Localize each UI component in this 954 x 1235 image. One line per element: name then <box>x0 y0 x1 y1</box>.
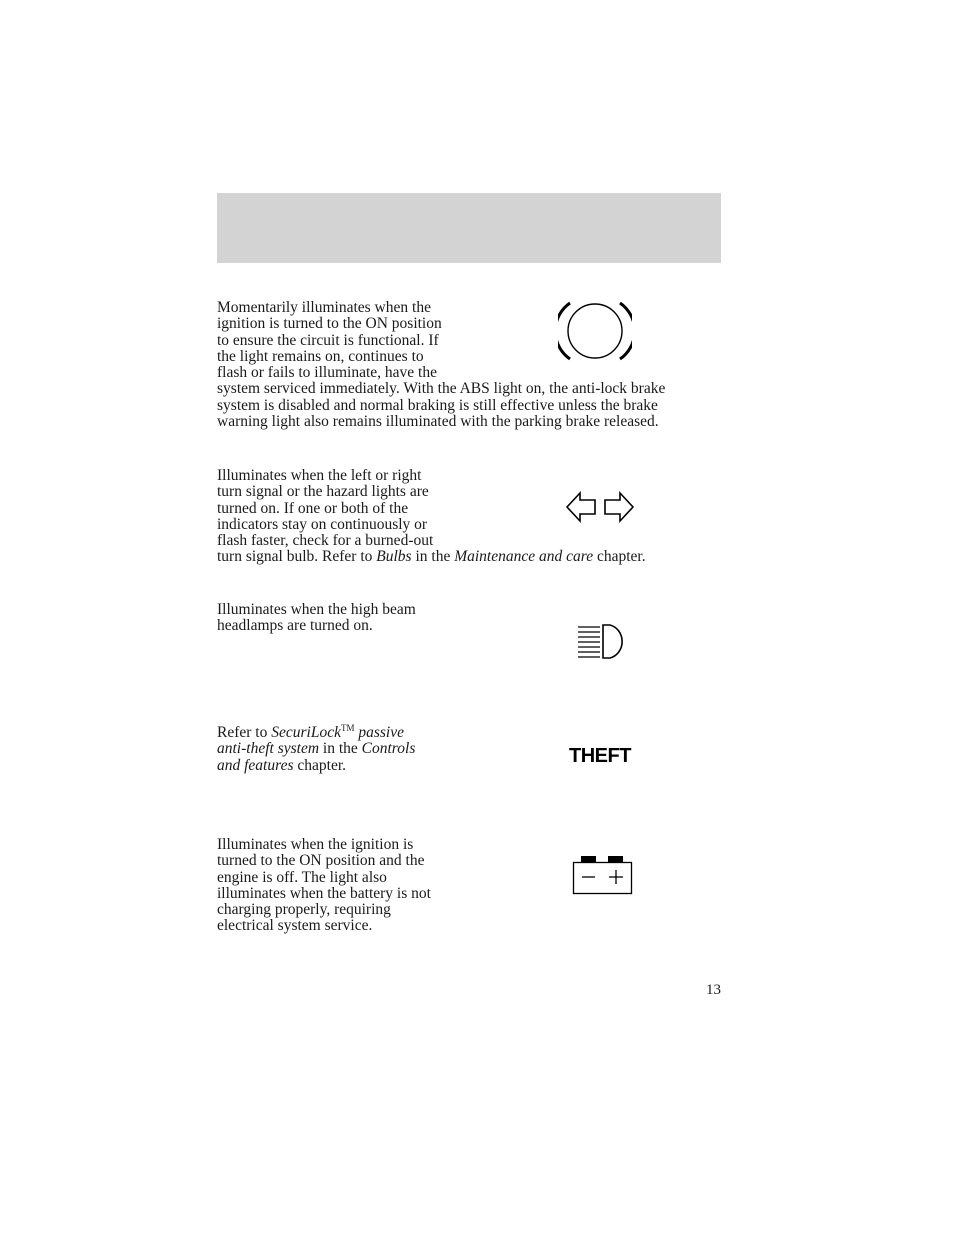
battery-icon <box>572 855 634 901</box>
text-run: passive <box>354 724 404 742</box>
text-line: Illuminates when the ignition is <box>217 836 414 853</box>
high-beam-section <box>217 602 721 635</box>
high-beam-text <box>217 602 477 635</box>
text-line: electrical system service. <box>217 917 373 935</box>
text-run: turn signal bulb. Refer to <box>217 548 377 566</box>
text-run: in the <box>319 740 362 758</box>
anti-theft-reference: anti-theft system <box>217 740 320 758</box>
page-number: 13 <box>706 982 721 998</box>
text-line: system serviced immediately. With the ABS light on, the anti-lock brake <box>217 380 666 398</box>
theft-section <box>217 720 721 774</box>
text-line: turned to the ON position and the <box>217 852 425 870</box>
text-line: Illuminates when the high beam <box>217 601 416 618</box>
bulbs-reference: Bulbs <box>376 548 412 566</box>
text-run: in the <box>411 548 455 566</box>
text-run: Refer to <box>217 724 272 742</box>
abs-text-narrow <box>217 300 477 381</box>
text-line: to ensure the circuit is functional. If <box>217 331 439 349</box>
turn-signal-section <box>217 468 721 566</box>
text-run: chapter. <box>593 548 646 566</box>
text-line: warning light also remains illuminated with the parking brake released. <box>217 413 659 431</box>
abs-warning-icon <box>558 300 632 366</box>
maintenance-chapter-reference: Maintenance and care <box>454 548 594 566</box>
text-line: headlamps are turned on. <box>217 617 373 635</box>
securilock-reference: SecuriLock <box>271 724 341 742</box>
theft-indicator-icon: THEFT <box>569 745 631 767</box>
text-line: ignition is turned to the ON position <box>217 315 442 333</box>
turn-signal-arrows-icon <box>565 490 637 528</box>
text-line: the light remains on, continues to <box>217 347 424 365</box>
theft-text <box>217 720 477 774</box>
text-line: system is disabled and normal braking is still effective unless the brake <box>217 396 658 414</box>
controls-reference: Controls <box>361 740 416 758</box>
charging-section <box>217 837 721 935</box>
text-line: indicators stay on continuously or <box>217 515 428 533</box>
trademark-mark: TM <box>340 723 355 733</box>
text-line: Illuminates when the left or right <box>217 467 422 484</box>
text-line: illuminates when the battery is not <box>217 884 431 902</box>
turn-signal-text-full <box>217 549 721 565</box>
abs-section <box>217 300 721 430</box>
text-line: charging properly, requiring <box>217 901 391 919</box>
text-line: engine is off. The light also <box>217 868 387 886</box>
section-header-band <box>217 193 721 263</box>
text-line: flash faster, check for a burned-out <box>217 532 434 550</box>
charging-text <box>217 837 477 935</box>
text-line: turned on. If one or both of the <box>217 499 409 517</box>
high-beam-icon <box>576 622 632 664</box>
text-line: Momentarily illuminates when the <box>217 299 431 316</box>
features-reference: and features <box>217 756 294 774</box>
turn-signal-text-narrow <box>217 468 477 549</box>
text-line: turn signal or the hazard lights are <box>217 483 429 501</box>
abs-text-full <box>217 381 721 430</box>
text-line: flash or fails to illuminate, have the <box>217 364 437 382</box>
text-run: chapter. <box>293 756 347 774</box>
